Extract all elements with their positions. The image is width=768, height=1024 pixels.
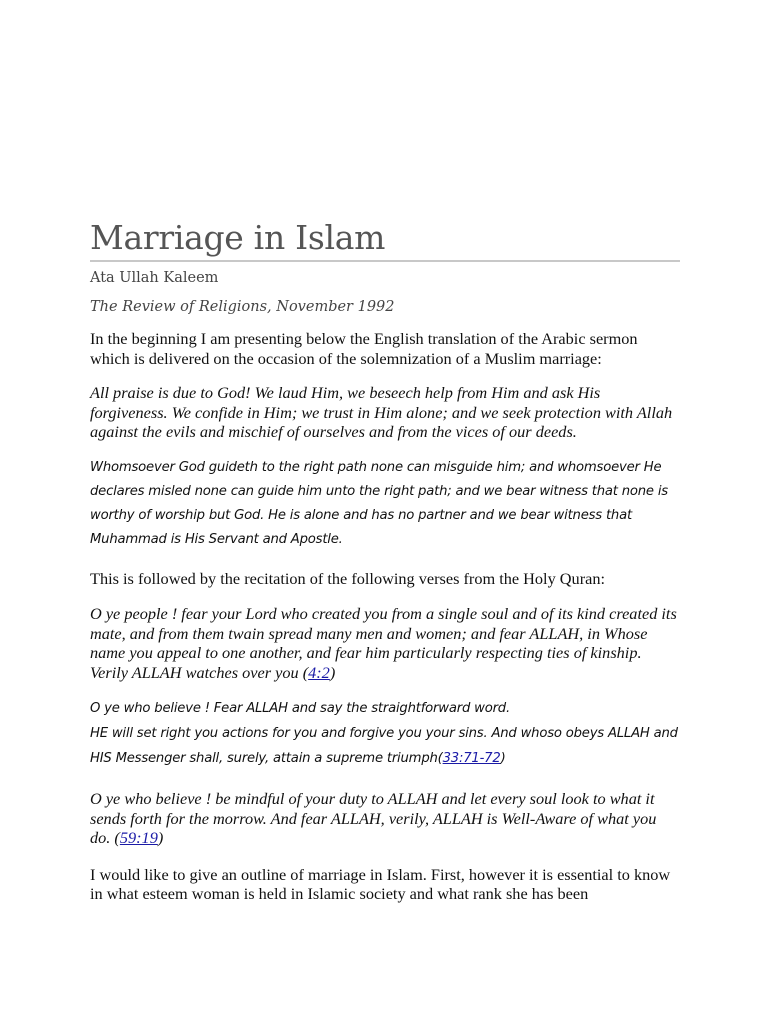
verse-2-paragraph <box>90 721 680 771</box>
verse-2-block <box>90 696 680 771</box>
verse-2-text: HE will set right you actions for you and forgive you your sins. And whoso obeys ALLAH and HIS Messenger shall, surely, attain a supreme triumph <box>90 726 678 766</box>
publication-source: The Review of Religions, November 1992 <box>90 299 395 315</box>
title-divider <box>90 260 680 262</box>
verse-3-reference-link[interactable]: 59:19 <box>119 828 158 847</box>
recitation-paragraph: This is followed by the recitation of the following verses from the Holy Quran: <box>90 568 606 588</box>
verse-2-open-paren: ( <box>437 751 443 766</box>
verse-2-reference-link[interactable]: 33:71-72 <box>442 751 501 766</box>
page-title: Marriage in Islam <box>90 218 386 257</box>
author-name: Ata Ullah Kaleem <box>90 270 219 286</box>
document-page <box>90 218 680 904</box>
verse-1-reference-link[interactable]: 4:2 <box>308 662 330 682</box>
verse-1-paragraph <box>90 604 680 682</box>
verse-3-text: O ye who believe ! be mindful of your duty to ALLAH and let every soul look to what it sends forth for the morrow. And fear ALLAH, verily, ALLAH is Well-Aware of what you do. <box>90 789 657 847</box>
verse-3-paragraph <box>90 789 680 848</box>
verse-1-open-paren: ( <box>298 662 309 682</box>
verse-2-first-line: O ye who believe ! Fear ALLAH and say the straightforward word. <box>90 701 510 716</box>
intro-paragraph: In the beginning I am presenting below the English translation of the Arabic sermon which is delivered on the occasion of the solemnization of a Muslim marriage: <box>90 329 638 368</box>
outline-paragraph: I would like to give an outline of marriage in Islam. First, however it is essential to know in what esteem woman is held in Islamic society and what rank she has been <box>90 864 671 903</box>
verse-1-close-paren: ) <box>329 662 336 682</box>
verse-1-text: O ye people ! fear your Lord who created you from a single soul and of its kind created its mate, and from them twain spread many men and women; and fear ALLAH, in Whose name you appeal to one another, and fear him particularly respecting ties of kinship. Verily ALLAH watches over you <box>90 604 677 682</box>
verse-3-open-paren: ( <box>110 828 120 847</box>
praise-paragraph: All praise is due to God! We laud Him, we beseech help from Him and ask His forgiveness. We confide in Him; we trust in Him alone; and we seek protection with Allah against the evils and mischief of ourselves and from the vices of our deeds. <box>90 383 673 441</box>
verse-2-close-paren: ) <box>500 751 506 766</box>
verse-3-close-paren: ) <box>157 828 164 847</box>
guidance-paragraph: Whomsoever God guideth to the right path none can misguide him; and whomsoever He declares misled none can guide him unto the right path; and we bear witness that none is worthy of worship but God. He is alone and has no partner and we bear witness that Muhammad is His Servant and Apostle. <box>90 459 668 547</box>
